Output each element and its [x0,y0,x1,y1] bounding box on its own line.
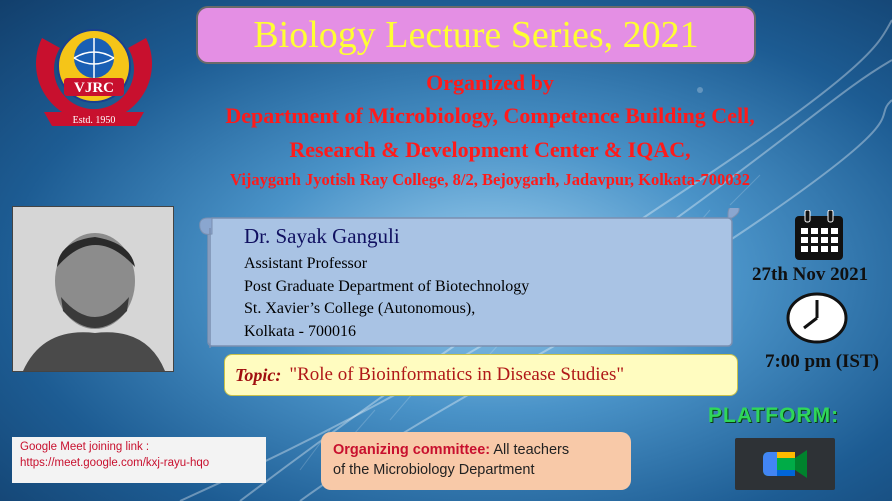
committee-label: Organizing committee: [333,442,491,458]
speaker-photo [12,206,174,372]
calendar-icon [793,210,845,262]
page-title: Biology Lecture Series, 2021 [253,14,699,56]
speaker-institution: St. Xavier’s College (Autonomous), [244,300,476,317]
topic-label: Topic: [235,364,282,385]
topic-text: "Role of Bioinformatics in Disease Studies" [289,364,625,385]
speaker-name: Dr. Sayak Ganguli [244,224,400,248]
platform-label: PLATFORM: [708,404,840,427]
committee-text-2: of the Microbiology Department [333,462,535,478]
meet-link-box [12,437,266,483]
logo-estd: Estd. 1950 [72,115,116,126]
google-meet-icon [735,438,835,490]
clock-icon [786,292,848,344]
organizing-committee-box [321,432,631,490]
event-date: 27th Nov 2021 [752,264,869,285]
speaker-department: Post Graduate Department of Biotechnology [244,278,530,295]
organizer-line-1: Department of Microbiology, Competence Building Cell, [225,103,755,128]
title-banner [196,6,756,64]
topic-banner [224,354,738,396]
meet-link[interactable]: https://meet.google.com/kxj-rayu-hqo [20,457,210,469]
organizer-label: Organized by [426,70,554,95]
committee-text-1: All teachers [490,442,570,458]
google-meet-tile [735,438,835,490]
speaker-designation: Assistant Professor [244,255,368,272]
event-time: 7:00 pm (IST) [764,351,879,372]
college-logo [30,8,158,136]
organizer-line-2: Research & Development Center & IQAC, [289,137,691,162]
meet-link-label: Google Meet joining link : [20,441,150,453]
speaker-city: Kolkata - 700016 [244,323,356,340]
logo-abbr: VJRC [74,80,114,96]
organizer-address: Vijaygarh Jyotish Ray College, 8/2, Bejoygarh, Jadavpur, Kolkata-700032 [230,170,750,189]
